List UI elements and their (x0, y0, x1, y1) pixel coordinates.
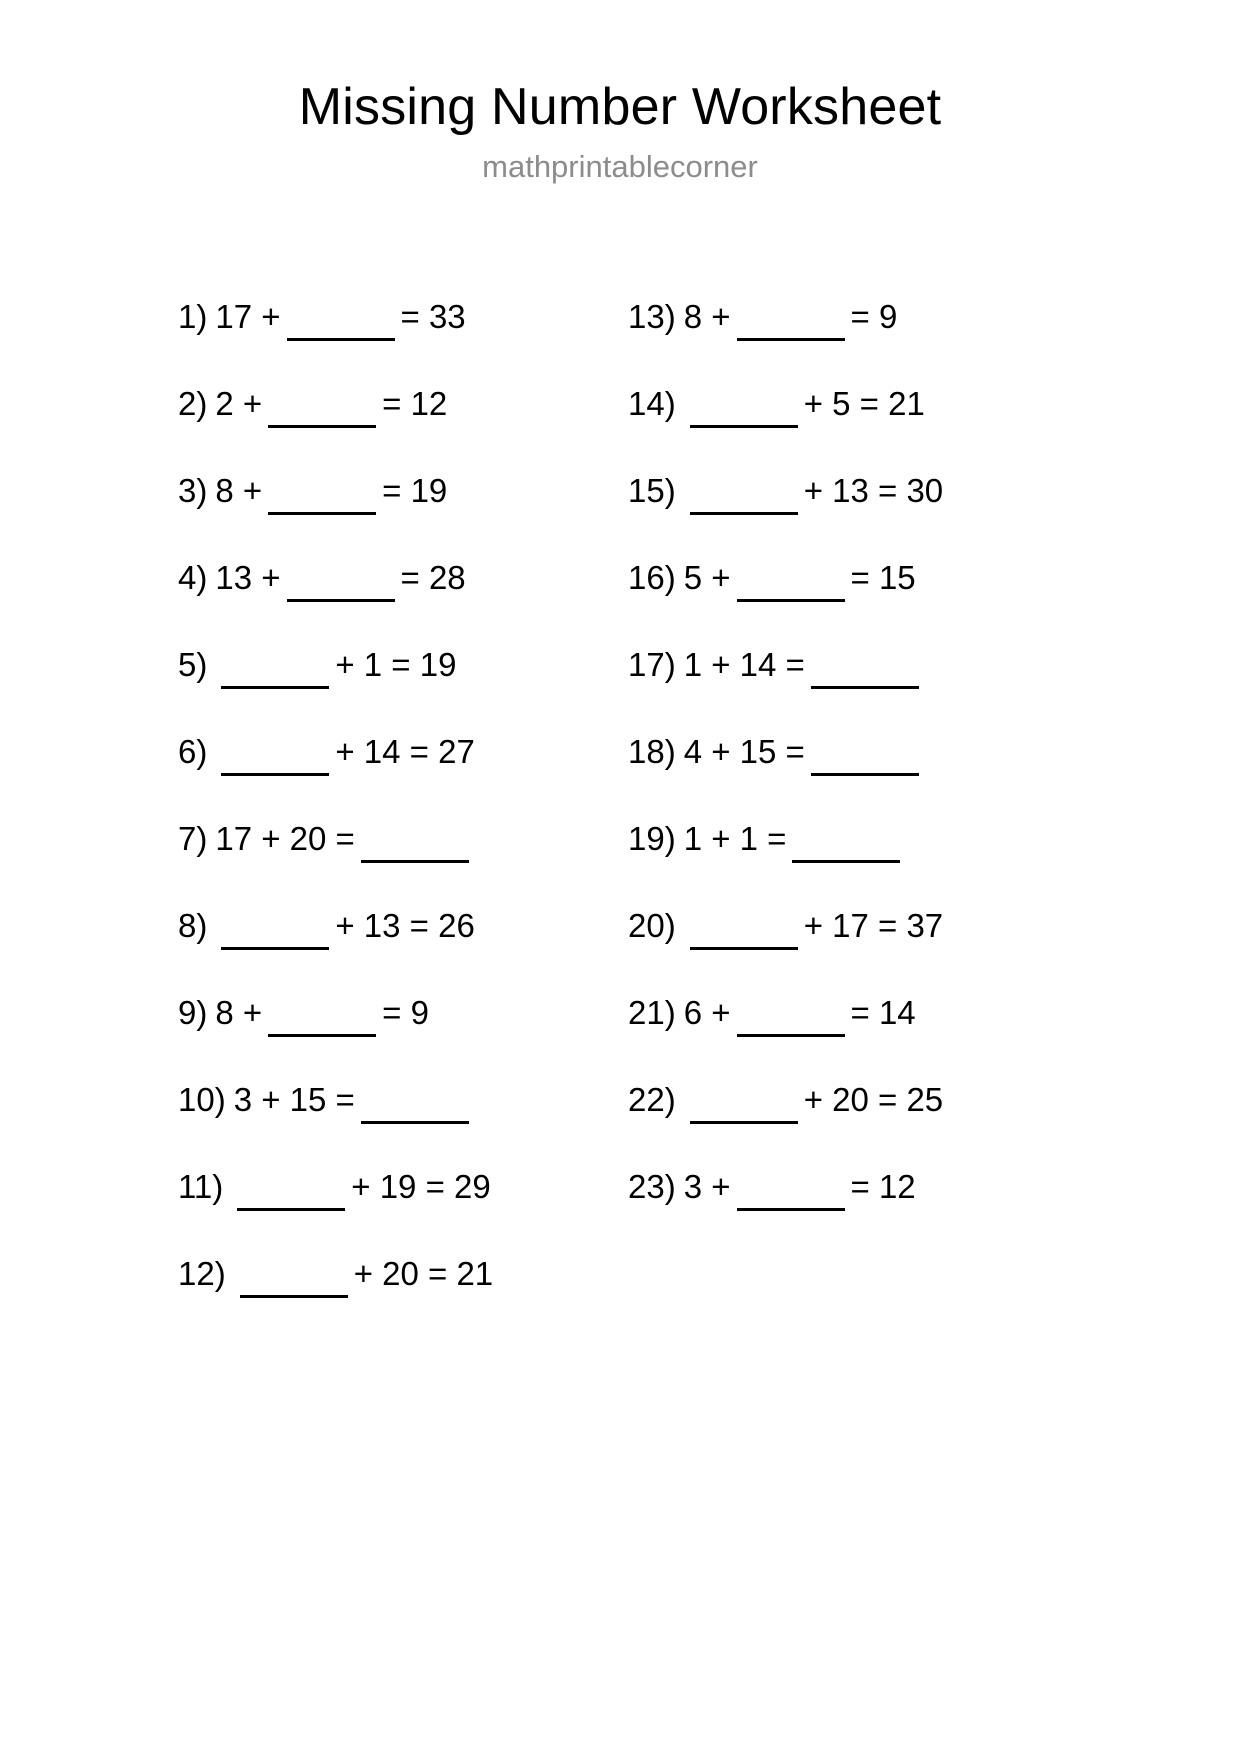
answer-blank[interactable] (690, 482, 798, 515)
problem-expression-right: = 33 (400, 298, 466, 335)
problem-row (628, 561, 1058, 648)
problem-row (178, 822, 628, 909)
answer-blank[interactable] (287, 569, 395, 602)
answer-blank[interactable] (221, 743, 329, 776)
problem-expression-left: 8 + (683, 298, 731, 335)
answer-blank[interactable] (811, 743, 919, 776)
problem-expression-left: 1 + 1 = (683, 820, 787, 857)
problem-row (178, 1170, 628, 1257)
problem-row (178, 1257, 628, 1344)
problem-number: 15) (628, 472, 676, 509)
page-title: Missing Number Worksheet (298, 78, 942, 136)
answer-blank[interactable] (361, 830, 469, 863)
problem-row (178, 474, 628, 561)
answer-blank[interactable] (690, 395, 798, 428)
problem-number: 12) (178, 1255, 226, 1292)
problem-row (628, 1083, 1058, 1170)
problem-row (628, 474, 1058, 561)
answer-blank[interactable] (737, 569, 845, 602)
problem-row (178, 735, 628, 822)
problem-row (628, 648, 1058, 735)
answer-blank[interactable] (737, 308, 845, 341)
problem-column-right (628, 300, 1058, 1257)
problem-expression-left: 3 + 15 = (233, 1081, 355, 1118)
problem-row (178, 561, 628, 648)
site-subtitle: mathprintablecorner (482, 149, 758, 185)
problem-number: 2) (178, 385, 208, 422)
problem-number: 21) (628, 994, 676, 1031)
problem-row (178, 996, 628, 1083)
answer-blank[interactable] (690, 917, 798, 950)
problem-expression-right: = 19 (382, 472, 448, 509)
answer-blank[interactable] (287, 308, 395, 341)
problem-row (178, 300, 628, 387)
problem-expression-right: = 15 (850, 559, 916, 596)
problem-row (628, 909, 1058, 996)
problem-row (628, 387, 1058, 474)
problem-number: 13) (628, 298, 676, 335)
problem-number: 16) (628, 559, 676, 596)
problem-row (628, 996, 1058, 1083)
problem-number: 20) (628, 907, 676, 944)
problem-number: 19) (628, 820, 676, 857)
problem-number: 17) (628, 646, 676, 683)
problem-expression-right: + 13 = 26 (335, 907, 475, 944)
answer-blank[interactable] (361, 1091, 469, 1124)
problem-number: 14) (628, 385, 676, 422)
problem-expression-right: = 12 (850, 1168, 916, 1205)
problem-number: 22) (628, 1081, 676, 1118)
answer-blank[interactable] (268, 1004, 376, 1037)
problem-expression-right: = 28 (400, 559, 466, 596)
problem-row (178, 909, 628, 996)
problem-number: 10) (178, 1081, 226, 1118)
answer-blank[interactable] (237, 1178, 345, 1211)
problem-number: 18) (628, 733, 676, 770)
problem-expression-right: + 1 = 19 (335, 646, 457, 683)
problem-expression-right: + 17 = 37 (803, 907, 944, 944)
problem-expression-left: 3 + (683, 1168, 731, 1205)
problem-expression-right: = 12 (382, 385, 448, 422)
problem-expression-right: = 9 (382, 994, 429, 1031)
problem-row (178, 1083, 628, 1170)
problem-number: 8) (178, 907, 208, 944)
problem-expression-right: + 13 = 30 (803, 472, 944, 509)
answer-blank[interactable] (811, 656, 919, 689)
problem-expression-left: 6 + (683, 994, 731, 1031)
problem-expression-right: = 9 (850, 298, 898, 335)
problem-number: 23) (628, 1168, 676, 1205)
answer-blank[interactable] (268, 482, 376, 515)
problem-expression-left: 8 + (215, 472, 263, 509)
problem-expression-left: 5 + (683, 559, 731, 596)
problem-number: 1) (178, 298, 208, 335)
problem-row (178, 387, 628, 474)
problem-number: 11) (178, 1168, 224, 1205)
problem-expression-right: + 19 = 29 (351, 1168, 491, 1205)
worksheet-header (0, 0, 1240, 184)
problem-expression-left: 2 + (215, 385, 263, 422)
problem-expression-left: 13 + (215, 559, 281, 596)
answer-blank[interactable] (268, 395, 376, 428)
problem-number: 7) (178, 820, 208, 857)
problem-expression-left: 17 + (215, 298, 281, 335)
problem-grid (0, 300, 1240, 1344)
answer-blank[interactable] (221, 656, 329, 689)
problem-number: 9) (178, 994, 208, 1031)
problem-expression-left: 8 + (215, 994, 263, 1031)
answer-blank[interactable] (737, 1004, 845, 1037)
problem-row (628, 735, 1058, 822)
answer-blank[interactable] (690, 1091, 798, 1124)
problem-expression-right: + 5 = 21 (803, 385, 925, 422)
problem-expression-left: 4 + 15 = (683, 733, 805, 770)
problem-row (628, 300, 1058, 387)
problem-expression-left: 17 + 20 = (215, 820, 355, 857)
answer-blank[interactable] (221, 917, 329, 950)
problem-expression-right: = 14 (850, 994, 916, 1031)
problem-expression-right: + 14 = 27 (335, 733, 475, 770)
problem-column-left (178, 300, 628, 1344)
problem-expression-right: + 20 = 25 (803, 1081, 944, 1118)
problem-number: 6) (178, 733, 208, 770)
problem-expression-left: 1 + 14 = (683, 646, 805, 683)
problem-number: 4) (178, 559, 208, 596)
problem-expression-right: + 20 = 21 (353, 1255, 494, 1292)
problem-number: 5) (178, 646, 208, 683)
problem-row (628, 822, 1058, 909)
answer-blank[interactable] (792, 830, 900, 863)
problem-number: 3) (178, 472, 208, 509)
problem-row (178, 648, 628, 735)
answer-blank[interactable] (240, 1265, 348, 1298)
answer-blank[interactable] (737, 1178, 845, 1211)
problem-row (628, 1170, 1058, 1257)
